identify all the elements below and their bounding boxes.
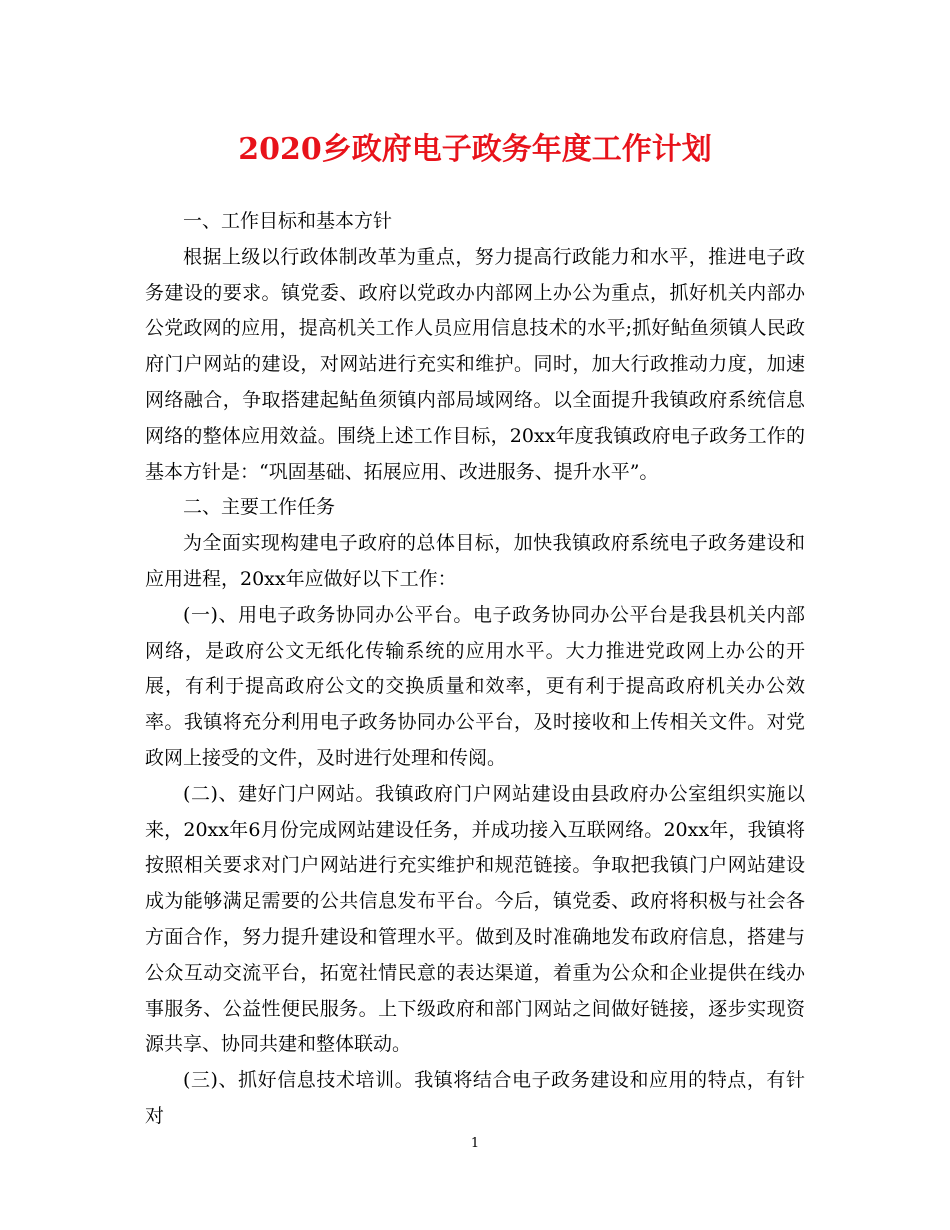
page-number: 1 <box>470 1136 480 1151</box>
paragraph-task-2: (二)、建好门户网站。我镇政府门户网站建设由县政府办公室组织实施以来，20xx年6月份完成网站建设任务，并成功接入互联网络。20xx年，我镇将按照相关要求对门户网站进行充实维护和规范链接。争取把我镇门户网站建设成为能够满足需要的公共信息发布平台。今后，镇党委、政府将积极与社会各方面合作，努力提升建设和管理水平。做到及时准确地发布政府信息，搭建与公众互动交流平台，拓宽社情民意的表达渠道，着重为公众和企业提供在线办事服务、公益性便民服务。上下级政府和部门网站之间做好链接，逐步实现资源共享、协同共建和整体联动。 <box>145 782 805 1056</box>
section-heading-goals: 一、工作目标和基本方针 <box>183 210 393 232</box>
paragraph-goals: 根据上级以行政体制改革为重点，努力提高行政能力和水平，推进电子政务建设的要求。镇党委、政府以党政办内部网上办公为重点，抓好机关内部办公党政网的应用，提高机关工作人员应用信息技术的水平;抓好鲇鱼须镇人民政府门户网站的建设，对网站进行充实和维护。同时，加大行政推动力度，加速网络融合，争取搭建起鲇鱼须镇内部局域网络。以全面提升我镇政府系统信息网络的整体应用效益。围绕上述工作目标，20xx年度我镇政府电子政务工作的基本方针是：“巩固基础、拓展应用、改进服务、提升水平”。 <box>145 245 805 483</box>
paragraph-tasks-intro: 为全面实现构建电子政府的总体目标，加快我镇政府系统电子政务建设和应用进程，20xx年应做好以下工作： <box>145 532 805 590</box>
document-body <box>145 204 805 1135</box>
paragraph-task-3: (三)、抓好信息技术培训。我镇将结合电子政务建设和应用的特点，有针对 <box>145 1069 805 1127</box>
document-title: 2020乡政府电子政务年度工作计划 <box>238 132 712 167</box>
paragraph-task-1: (一)、用电子政务协同办公平台。电子政务协同办公平台是我县机关内部网络，是政府公文无纸化传输系统的应用水平。大力推进党政网上办公的开展，有利于提高政府公文的交换质量和效率，更有利于提高政府机关办公效率。我镇将充分利用电子政务协同办公平台，及时接收和上传相关文件。对党政网上接受的文件，及时进行处理和传阅。 <box>145 603 805 769</box>
section-heading-tasks: 二、主要工作任务 <box>183 496 336 519</box>
